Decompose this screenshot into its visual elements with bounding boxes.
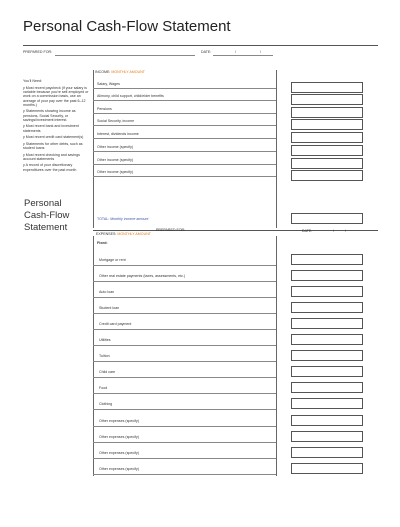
expense-row-divider [93, 345, 276, 346]
income-row-divider [93, 138, 276, 139]
income-row-label: Other income (specify) [97, 170, 134, 174]
income-heading [95, 70, 145, 74]
expense-amount-field[interactable] [291, 366, 363, 377]
income-row-divider [93, 125, 276, 126]
expenses-heading [96, 232, 151, 236]
income-row-label: Salary, Wages [97, 82, 120, 86]
expense-amount-field[interactable] [291, 350, 363, 361]
expenses-heading-sub: MONTHLY AMOUNT [117, 232, 151, 236]
notes-item: y A record of your discretionary expenditures over the past month [23, 163, 77, 172]
expenses-prepared-for-label: PREPARED FOR: [156, 228, 186, 232]
expenses-date-label: DATE: [302, 229, 313, 233]
expense-amount-field[interactable] [291, 254, 363, 265]
expense-row-label: Other real estate payments (taxes, assessments, etc.) [99, 274, 186, 279]
expense-amount-field[interactable] [291, 270, 363, 281]
side-title [24, 198, 69, 234]
expense-row-label: Clothing [99, 402, 113, 407]
expense-row-label: Other expenses (specify) [99, 418, 139, 423]
income-row-divider [93, 100, 276, 101]
notes-item: y Statements showing income as pensions, Social Security, or savings/investment interest. [23, 109, 76, 122]
expenses-right-border [276, 236, 277, 476]
expense-row-divider [93, 426, 276, 427]
page-title: Personal Cash-Flow Statement [23, 18, 231, 35]
income-amount-field[interactable] [291, 158, 363, 169]
prepared-for-label: PREPARED FOR: [23, 50, 53, 54]
income-amount-field[interactable] [291, 145, 363, 156]
expenses-left-border [93, 236, 94, 476]
expense-row-label: Utilities [99, 338, 111, 343]
expense-row-divider [93, 377, 276, 378]
notes-item: y Most recent credit card statement(s) [23, 135, 84, 140]
notes-intro: You'll Need: [23, 79, 42, 83]
notes-item: y Most recent paycheck (if your salary is variable because you're self-employed or work on a commission basis, use an average of your pay over the past 6–12 months.) [23, 86, 89, 107]
expense-amount-field[interactable] [291, 334, 363, 345]
expense-amount-field[interactable] [291, 415, 363, 426]
expense-row-divider [93, 265, 276, 266]
expense-amount-field[interactable] [291, 463, 363, 474]
expense-row-label: Auto loan [99, 290, 115, 295]
income-total [97, 217, 148, 221]
income-row-label: Other income (specify) [97, 145, 134, 149]
date-label: DATE: [201, 50, 212, 54]
expense-row-divider [93, 458, 276, 459]
expense-row-label: Other expenses (specify) [99, 466, 139, 471]
income-heading-label: INCOME: [95, 70, 111, 74]
income-row-label: Other income (specify) [97, 158, 134, 162]
notes-item: y Most recent checking and savings account statements [23, 152, 80, 161]
income-total-label: TOTAL: [97, 217, 110, 221]
date-slash: / [333, 229, 334, 233]
header-divider [23, 45, 378, 46]
expense-row-divider [93, 442, 276, 443]
expense-row-label: Tuition [99, 354, 110, 359]
date-slash: / [260, 50, 261, 54]
income-row-label: Interest, dividends income [97, 132, 139, 136]
notes-item: y Statements for other debts, such as student loans [23, 141, 83, 150]
fixed-label: Fixed: [97, 241, 108, 245]
expense-row-label: Credit card payment [99, 322, 132, 327]
income-amount-field[interactable] [291, 94, 363, 105]
expense-row-divider [93, 474, 276, 475]
notes-list [23, 86, 91, 174]
side-title-line: Statement [24, 222, 68, 233]
expense-row-divider [93, 313, 276, 314]
date-slash: / [235, 50, 236, 54]
date-slash: / [345, 229, 346, 233]
income-row-label: Social Security, income [97, 119, 135, 123]
expenses-heading-label: EXPENSES: [96, 232, 117, 236]
expense-row-divider [93, 281, 276, 282]
notes-item: y Most recent bank and investment statements [23, 124, 79, 133]
income-row-label: Pensions [97, 107, 112, 111]
expense-amount-field[interactable] [291, 382, 363, 393]
expense-row-divider [93, 329, 276, 330]
expense-amount-field[interactable] [291, 286, 363, 297]
income-amount-field[interactable] [291, 132, 363, 143]
income-right-border [276, 70, 277, 228]
income-row-divider [93, 176, 276, 177]
expense-amount-field[interactable] [291, 431, 363, 442]
income-heading-sub: MONTHLY AMOUNT [111, 70, 145, 74]
income-amount-field[interactable] [291, 82, 363, 93]
income-row-divider [93, 151, 276, 152]
expense-row-label: Mortgage or rent [99, 258, 126, 262]
side-title-line: Personal [24, 198, 62, 209]
expense-row-label: Other expenses (specify) [99, 434, 139, 439]
income-left-border [93, 70, 94, 228]
expense-amount-field[interactable] [291, 447, 363, 458]
expense-row-label: Other expenses (specify) [99, 450, 139, 455]
income-total-sub: Monthly income amount [110, 217, 149, 221]
income-amount-field[interactable] [291, 119, 363, 130]
income-row-divider [93, 164, 276, 165]
expenses-divider [93, 230, 378, 231]
expense-row-divider [93, 361, 276, 362]
income-row-label: Alimony, child support, child/elder benefits [97, 94, 164, 98]
income-amount-field[interactable] [291, 107, 363, 118]
expense-amount-field[interactable] [291, 318, 363, 329]
prepared-for-line[interactable] [55, 55, 195, 56]
expense-amount-field[interactable] [291, 302, 363, 313]
income-total-field[interactable] [291, 213, 363, 224]
expense-row-label: Child care [99, 370, 116, 375]
date-line[interactable] [213, 55, 273, 56]
expense-row-divider [93, 393, 276, 394]
expense-row-divider [93, 409, 276, 410]
side-title-line: Cash-Flow [24, 210, 70, 221]
income-amount-field[interactable] [291, 170, 363, 181]
expense-row-label: Food [99, 386, 108, 391]
expense-amount-field[interactable] [291, 398, 363, 409]
income-row-divider [93, 88, 276, 89]
expense-row-label: Student loan [99, 306, 120, 311]
income-row-divider [93, 113, 276, 114]
expense-row-divider [93, 297, 276, 298]
